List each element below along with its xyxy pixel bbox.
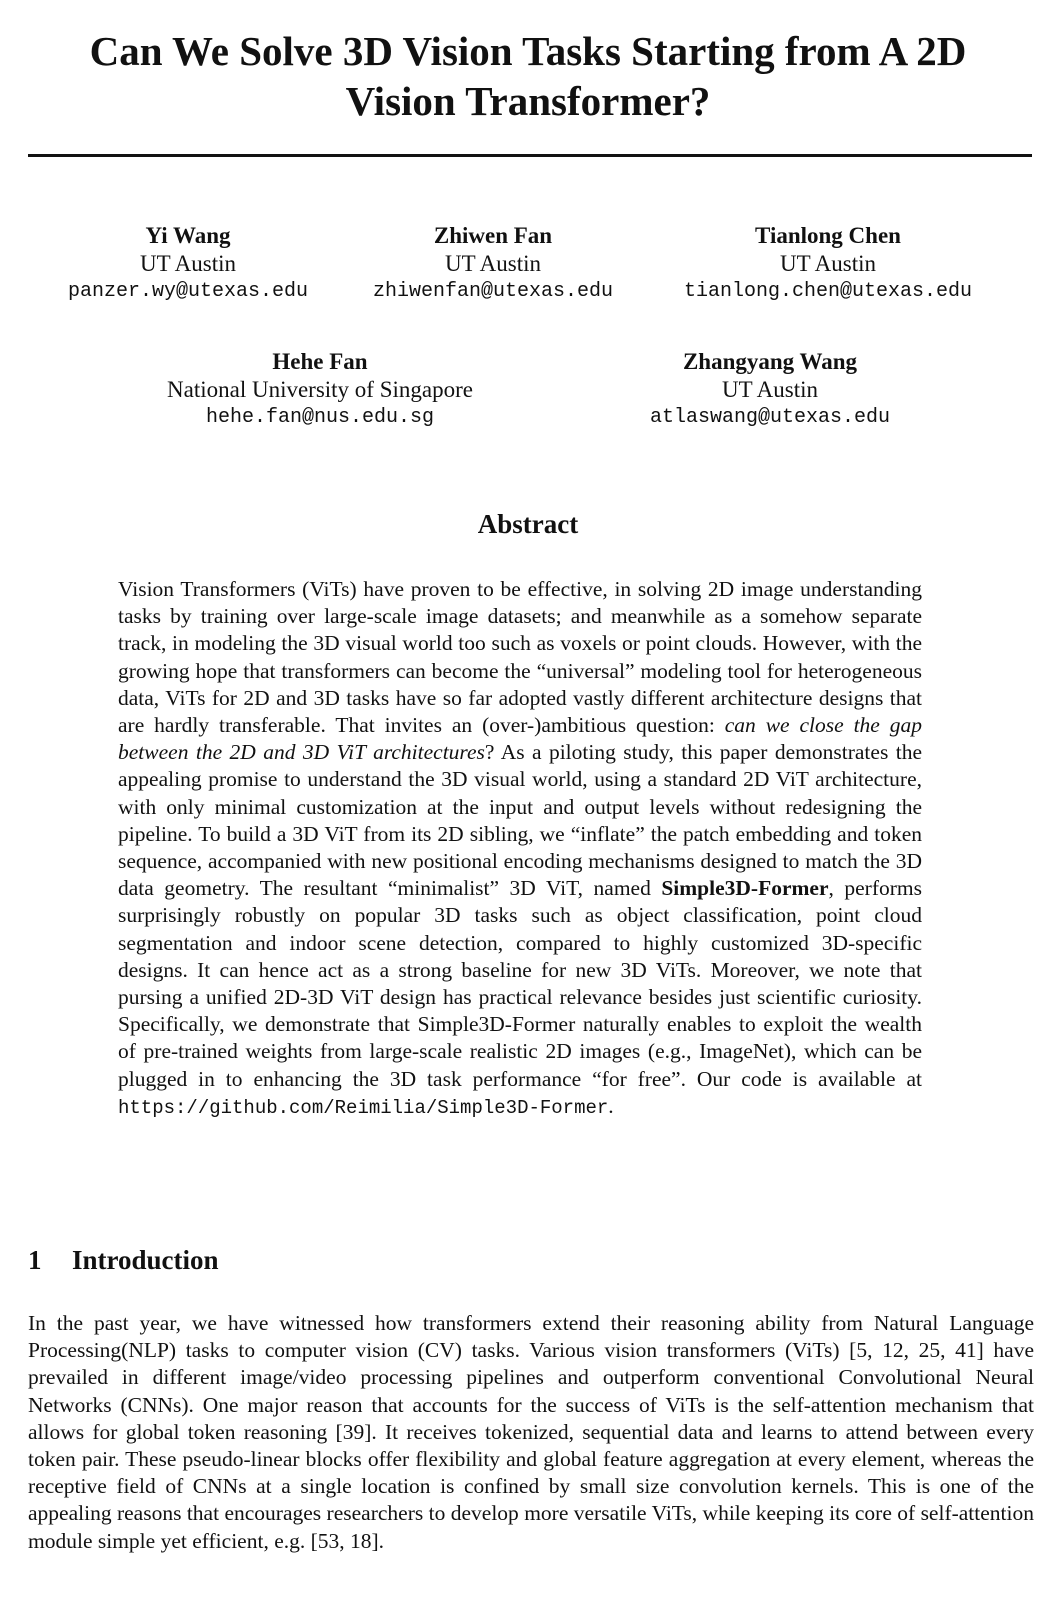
paper-title — [20, 26, 1036, 126]
abstract-part-2: ? As a piloting study, this paper demonstrates the appealing promise to understand the 3D visual world, using a standard 2D ViT architecture, with only minimal customization at the input and output levels without redesigning the pipeline. To build a 3D ViT from its 2D sibling, we “inflate” the patch embedding and token sequence, accompanied with new positional encoding mechanisms designed to match the 3D data geometry. The resultant “minimalist” 3D ViT, named — [118, 740, 922, 901]
author-affiliation: UT Austin — [139, 251, 237, 276]
abstract-heading: Abstract — [477, 509, 579, 539]
author-block-zhiwen-fan — [328, 222, 658, 306]
introduction-paragraph: In the past year, we have witnessed how transformers extend their reasoning ability from Natural Language Processing(NLP) tasks to computer vision (CV) tasks. Various vision transformers (ViTs) [5, 12, 25, 41] have prevailed in different image/video processing pipelines and outperform conventional Convolutional Neural Networks (CNNs). One major reason that accounts for the success of ViTs is the self-attention mechanism that allows for global token reasoning [39]. It receives tokenized, sequential data and learns to attend between every token pair. These pseudo-linear blocks offer flexibility and global feature aggregation at every element, whereas the receptive field of CNNs at a single location is confined by small size convolution kernels. This is one of the appealing reasons that encourages researchers to develop more versatile ViTs, while keeping its core of self-attention module simple yet efficient, e.g. [53, 18]. — [28, 1311, 1034, 1553]
author-email: panzer.wy@utexas.edu — [67, 280, 309, 303]
abstract-part-3: , performs surprisingly robustly on popular 3D tasks such as object classification, point cloud segmentation and indoor scene detection, compared to highly customized 3D-specific designs. It can hence act as a strong baseline for new 3D ViTs. Moreover, we note that pursing a unified 2D-3D ViT design has practical relevance besides just scientific curiosity. Specifically, we demonstrate that Simple3D-Former naturally enables to exploit the wealth of pre-trained weights from large-scale realistic 2D images (e.g., ImageNet), which can be plugged in to enhancing the 3D task performance “for free”. Our code is available at — [118, 876, 922, 1091]
code-url-link[interactable]: https://github.com/Reimilia/Simple3D-Former — [118, 1096, 609, 1119]
section-title: Introduction — [72, 1245, 219, 1275]
author-affiliation: National University of Singapore — [167, 377, 473, 402]
author-block-hehe-fan — [155, 348, 485, 432]
title-rule — [28, 154, 1032, 157]
author-block-zhangyang-wang — [605, 348, 935, 432]
author-name: Tianlong Chen — [755, 223, 901, 248]
author-email: atlaswang@utexas.edu — [649, 406, 891, 429]
author-email: tianlong.chen@utexas.edu — [683, 280, 973, 303]
author-affiliation: UT Austin — [444, 251, 542, 276]
author-block-yi-wang — [23, 222, 353, 306]
author-name: Yi Wang — [145, 223, 231, 248]
abstract-text — [118, 576, 922, 1122]
author-name: Hehe Fan — [272, 349, 368, 374]
author-affiliation: UT Austin — [721, 377, 819, 402]
author-block-tianlong-chen — [663, 222, 993, 306]
model-name-bold: Simple3D-Former — [661, 876, 829, 901]
author-name: Zhiwen Fan — [433, 223, 553, 248]
abstract-part-1: Vision Transformers (ViTs) have proven to be effective, in solving 2D image understanding tasks by training over large-scale image datasets; and meanwhile as a somehow separate track, in modeling the 3D visual world too such as voxels or point clouds. However, with the growing hope that transformers can become the “universal” modeling tool for heterogeneous data, ViTs for 2D and 3D tasks have so far adopted vastly different architecture designs that are hardly transferable. That invites an (over-)ambitious question: — [118, 577, 922, 738]
author-affiliation: UT Austin — [779, 251, 877, 276]
title-line-1: Can We Solve 3D Vision Tasks Starting from A 2D — [89, 28, 967, 74]
title-line-2: Vision Transformer? — [345, 78, 711, 124]
abstract-part-4: . — [608, 1093, 614, 1118]
section-heading-introduction — [28, 1244, 219, 1276]
author-email: hehe.fan@nus.edu.sg — [205, 406, 435, 429]
author-email: zhiwenfan@utexas.edu — [372, 280, 614, 303]
abstract-question-italic: can we close the gap between the 2D and 3D ViT architectures — [118, 713, 922, 765]
author-name: Zhangyang Wang — [682, 349, 858, 374]
section-number: 1 — [28, 1245, 42, 1275]
